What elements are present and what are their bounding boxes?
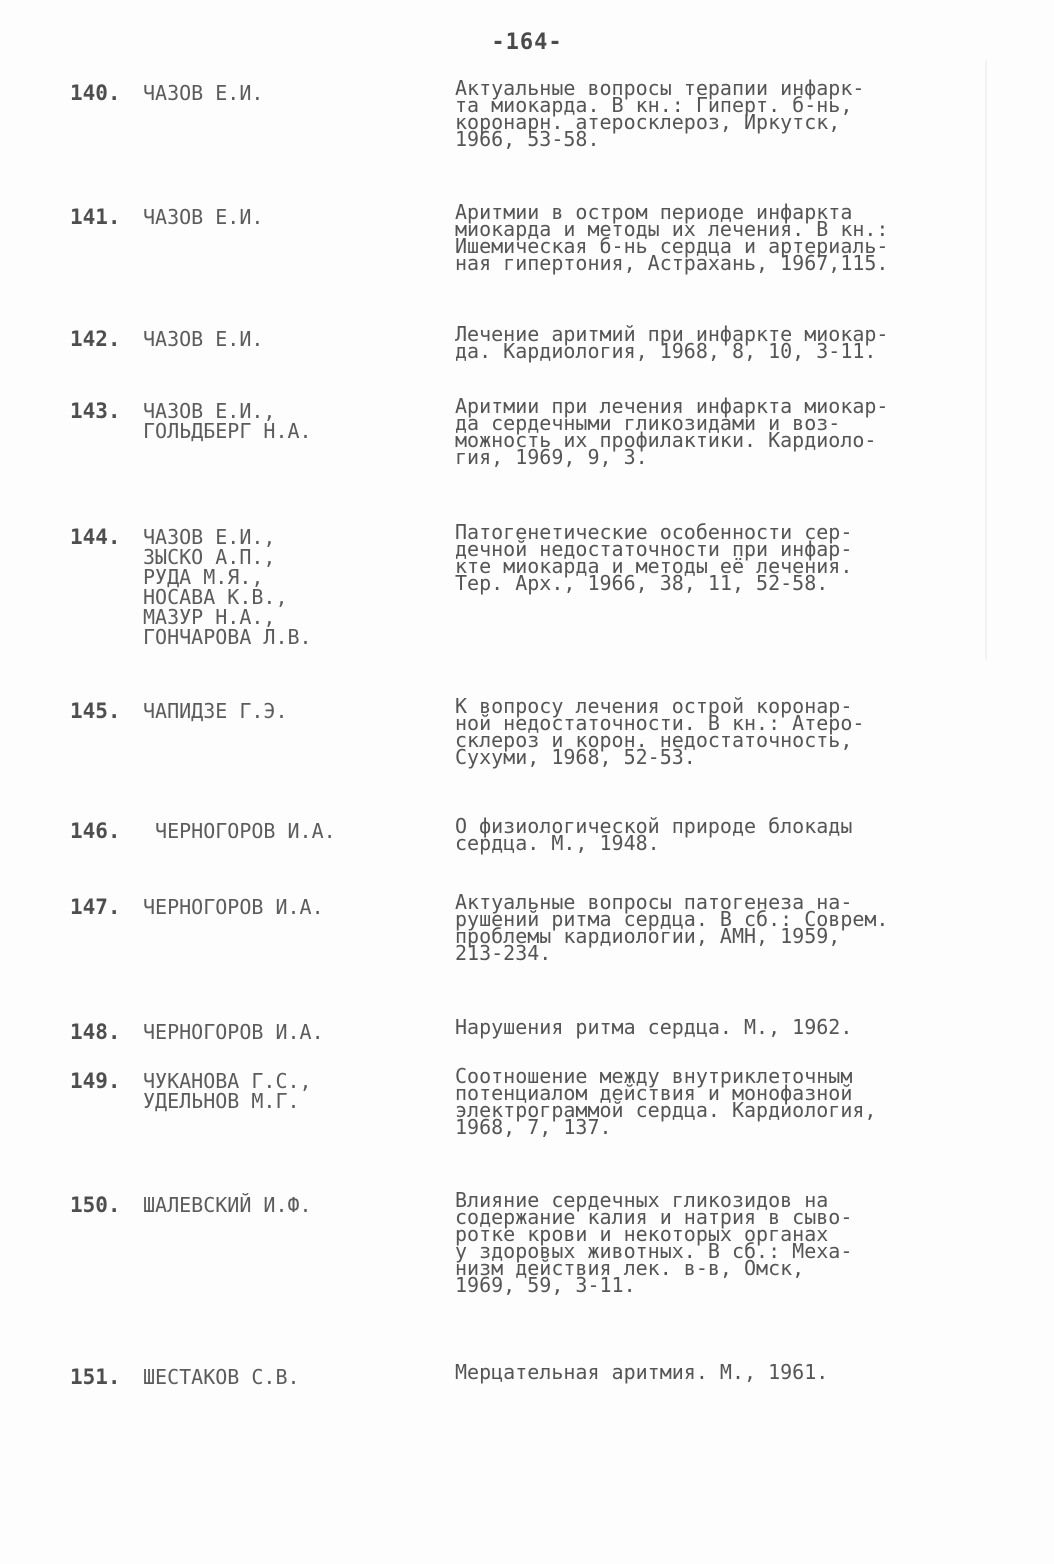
reference-line: 213-234. bbox=[455, 941, 552, 965]
reference-line: Аритмии при лечения инфаркта миокар- bbox=[455, 394, 889, 418]
author: ГОНЧАРОВА Л.В. bbox=[143, 625, 312, 649]
reference-line: гия, 1969, 9, 3. bbox=[455, 445, 648, 469]
reference-line: миокарда и методы их лечения. В кн.: bbox=[455, 217, 889, 241]
author: ЧАЗОВ Е.И. bbox=[143, 205, 264, 229]
entry-authors bbox=[143, 527, 433, 647]
author: ЧАПИДЗЕ Г.Э. bbox=[143, 699, 288, 723]
reference-line: О физиологической природе блокады bbox=[455, 814, 853, 838]
page-number: -164- bbox=[491, 30, 563, 55]
author: РУДА М.Я., bbox=[143, 565, 264, 589]
reference-line: проблемы кардиологии, АМН, 1959, bbox=[455, 924, 841, 948]
author: ЧЕРНОГОРОВ И.А. bbox=[143, 819, 336, 843]
reference-line: 1969, 59, 3-11. bbox=[455, 1273, 636, 1297]
author: ЧЕРНОГОРОВ И.А. bbox=[143, 895, 324, 919]
author: НОСАВА К.В., bbox=[143, 585, 288, 609]
reference-line: рушений ритма сердца. В сб.: Соврем. bbox=[455, 907, 889, 931]
reference-line: 1966, 53-58. bbox=[455, 127, 600, 151]
reference-line: Актуальные вопросы терапии инфарк- bbox=[455, 76, 865, 100]
reference-line: коронарн. атеросклероз, Иркутск, bbox=[455, 110, 841, 134]
entry-number: 149. bbox=[70, 1069, 121, 1093]
author: ЧАЗОВ Е.И. bbox=[143, 327, 264, 351]
reference-line: Влияние сердечных гликозидов на bbox=[455, 1188, 829, 1212]
entry-authors bbox=[143, 1367, 433, 1387]
entry-number: 143. bbox=[70, 399, 121, 423]
reference-line: Ишемическая б-нь сердца и артериаль- bbox=[455, 234, 889, 258]
reference-line: кте миокарда и методы её лечения. bbox=[455, 554, 853, 578]
reference-line: ная гипертония, Астрахань, 1967,115. bbox=[455, 251, 889, 275]
entry-reference bbox=[455, 814, 995, 855]
entry-number: 147. bbox=[70, 895, 121, 919]
reference-line: Аритмии в остром периоде инфаркта bbox=[455, 200, 853, 224]
entry-authors bbox=[143, 329, 433, 349]
entry-reference bbox=[455, 890, 995, 965]
reference-line: К вопросу лечения острой коронар- bbox=[455, 694, 853, 718]
entry-reference bbox=[455, 694, 995, 769]
reference-line: да сердечными гликозидами и воз- bbox=[455, 411, 841, 435]
entry-number: 151. bbox=[70, 1365, 121, 1389]
entry-number: 148. bbox=[70, 1020, 121, 1044]
entry-authors bbox=[143, 1071, 433, 1111]
reference-line: можность их профилактики. Кардиоло- bbox=[455, 428, 877, 452]
reference-line: у здоровых животных. В сб.: Меха- bbox=[455, 1239, 853, 1263]
entry-authors bbox=[143, 897, 433, 917]
entry-authors bbox=[143, 701, 433, 721]
author: МАЗУР Н.А., bbox=[143, 605, 276, 629]
author: УДЕЛЬНОВ М.Г. bbox=[143, 1089, 300, 1113]
entry-reference bbox=[455, 1188, 995, 1297]
reference-line: ротке крови и некоторых органах bbox=[455, 1222, 829, 1246]
entry-authors bbox=[143, 1195, 433, 1215]
reference-line: дечной недостаточности при инфар- bbox=[455, 537, 853, 561]
reference-line: электрограммой сердца. Кардиология, bbox=[455, 1098, 877, 1122]
entry-reference bbox=[455, 394, 995, 469]
reference-line: сердца. М., 1948. bbox=[455, 831, 660, 855]
author: ЧАЗОВ Е.И., bbox=[143, 399, 276, 423]
entry-authors bbox=[143, 401, 433, 441]
author: ЗЫСКО А.П., bbox=[143, 545, 276, 569]
entry-number: 140. bbox=[70, 81, 121, 105]
entry-number: 142. bbox=[70, 327, 121, 351]
reference-line: Нарушения ритма сердца. М., 1962. bbox=[455, 1015, 853, 1039]
entry-number: 145. bbox=[70, 699, 121, 723]
entry-number: 141. bbox=[70, 205, 121, 229]
entry-reference bbox=[455, 1015, 995, 1039]
reference-line: ной недостаточности. В кн.: Атеро- bbox=[455, 711, 865, 735]
author: ЧЕРНОГОРОВ И.А. bbox=[143, 1020, 324, 1044]
entry-number: 150. bbox=[70, 1193, 121, 1217]
reference-line: Лечение аритмий при инфаркте миокар- bbox=[455, 322, 889, 346]
reference-line: Актуальные вопросы патогенеза на- bbox=[455, 890, 853, 914]
entry-authors bbox=[143, 207, 433, 227]
author: ШАЛЕВСКИЙ И.Ф. bbox=[143, 1193, 312, 1217]
reference-line: Патогенетические особенности сер- bbox=[455, 520, 853, 544]
reference-line: склероз и корон. недостаточность, bbox=[455, 728, 853, 752]
entry-reference bbox=[455, 322, 995, 363]
author: ШЕСТАКОВ С.В. bbox=[143, 1365, 300, 1389]
entry-reference bbox=[455, 1360, 995, 1384]
reference-line: содержание калия и натрия в сыво- bbox=[455, 1205, 853, 1229]
entry-number: 146. bbox=[70, 819, 121, 843]
entry-reference bbox=[455, 200, 995, 275]
reference-line: да. Кардиология, 1968, 8, 10, 3-11. bbox=[455, 339, 877, 363]
entry-authors bbox=[143, 83, 433, 103]
entry-reference bbox=[455, 76, 995, 151]
reference-line: Сухуми, 1968, 52-53. bbox=[455, 745, 696, 769]
entry-authors bbox=[143, 1022, 433, 1042]
reference-line: Мерцательная аритмия. М., 1961. bbox=[455, 1360, 829, 1384]
author: ГОЛЬДБЕРГ Н.А. bbox=[143, 419, 312, 443]
reference-line: 1968, 7, 137. bbox=[455, 1115, 612, 1139]
entry-number: 144. bbox=[70, 525, 121, 549]
author: ЧУКАНОВА Г.С., bbox=[143, 1069, 312, 1093]
reference-line: потенциалом действия и монофазной bbox=[455, 1081, 853, 1105]
reference-line: Тер. Арх., 1966, 38, 11, 52-58. bbox=[455, 571, 829, 595]
entry-reference bbox=[455, 1064, 995, 1139]
entry-authors bbox=[143, 821, 433, 841]
reference-line: низм действия лек. в-в, Омск, bbox=[455, 1256, 805, 1280]
reference-line: та миокарда. В кн.: Гиперт. б-нь, bbox=[455, 93, 853, 117]
entry-reference bbox=[455, 520, 995, 595]
author: ЧАЗОВ Е.И., bbox=[143, 525, 276, 549]
author: ЧАЗОВ Е.И. bbox=[143, 81, 264, 105]
reference-line: Соотношение между внутриклеточным bbox=[455, 1064, 853, 1088]
